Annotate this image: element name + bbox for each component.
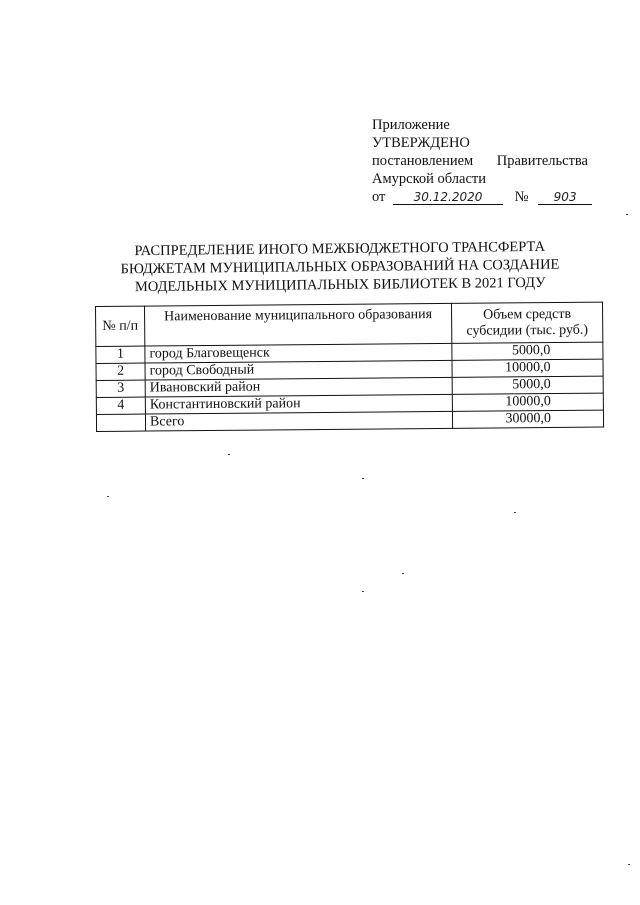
document-title [110,238,571,297]
government-word: Правительства [496,153,588,169]
total-label: Всего [145,411,452,431]
scan-speck [228,454,230,455]
date-value: 30.12.2020 [413,190,483,204]
row-name: Ивановский район [145,377,452,397]
scan-speck [402,573,404,574]
row-number: 4 [96,397,145,414]
row-name: город Благовещенск [145,343,452,363]
date-prefix: от [372,189,386,205]
region-name: Амурской области [372,171,486,187]
approved-label: УТВЕРЖДЕНО [372,135,470,151]
scan-speck [362,478,364,479]
scan-speck [514,512,516,513]
title-line-3: МОДЕЛЬНЫХ МУНИЦИПАЛЬНЫХ БИБЛИОТЕК В 2021 ГОДУ [134,274,546,296]
header-amount: Объем средств субсидии (тыс. руб.) [451,302,602,343]
header-name: Наименование муниципального образования [145,303,452,346]
subsidy-table [95,302,604,432]
total-number [96,414,145,431]
title-line-1: РАСПРЕДЕЛЕНИЕ ИНОГО МЕЖБЮДЖЕТНОГО ТРАНСФЕРТА [134,238,546,260]
title-line-2: БЮДЖЕТАМ МУНИЦИПАЛЬНЫХ ОБРАЗОВАНИЙ НА СОЗДАНИЕ [120,256,560,278]
scan-speck [628,864,630,865]
decree-line [372,152,588,170]
scan-speck [626,214,628,215]
row-amount: 10000,0 [452,359,603,377]
row-name: город Свободный [145,360,452,380]
header-number: № п/п [96,306,145,346]
row-amount: 5000,0 [452,342,603,360]
date-number-line [372,188,588,206]
table-header-row [96,302,603,346]
row-amount: 5000,0 [452,376,603,394]
total-amount: 30000,0 [452,410,603,428]
row-number: 1 [96,346,145,363]
decree-word: постановлением [372,153,474,169]
number-value: 903 [553,190,577,204]
number-label: № [514,189,529,205]
scan-speck [107,496,109,497]
row-amount: 10000,0 [452,393,603,411]
row-name: Константиновский район [145,394,452,414]
appendix-label: Приложение [372,117,450,133]
date-field [393,190,503,205]
scan-speck [362,591,364,592]
row-number: 2 [96,363,145,380]
approval-block [372,116,588,206]
number-field [538,190,592,205]
row-number: 3 [96,380,145,397]
